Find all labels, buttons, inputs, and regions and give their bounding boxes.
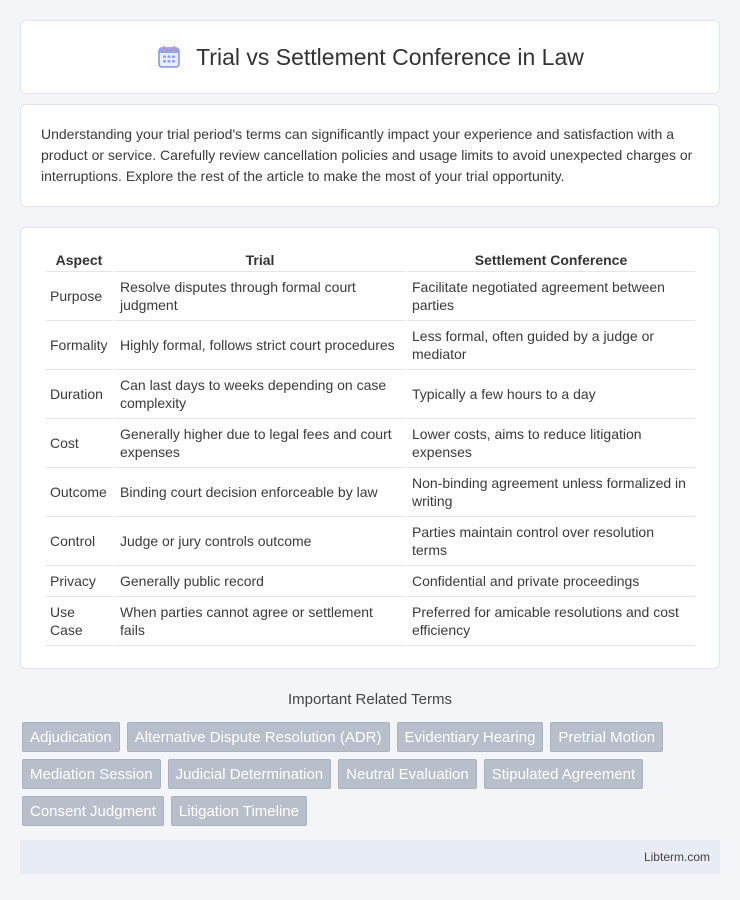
- table-row: [45, 517, 695, 566]
- header-aspect: Aspect: [45, 248, 113, 272]
- cell-aspect: Privacy: [45, 566, 113, 597]
- cell-aspect: Duration: [45, 370, 113, 419]
- footer-brand-link[interactable]: Libterm.com: [643, 850, 710, 864]
- tag-adr[interactable]: Alternative Dispute Resolution (ADR): [127, 722, 390, 752]
- cell-aspect: Formality: [45, 321, 113, 370]
- cell-aspect: Outcome: [45, 468, 113, 517]
- cell-aspect: Cost: [45, 419, 113, 468]
- comparison-card: [20, 227, 720, 669]
- cell-settlement: Non-binding agreement unless formalized in writing: [407, 468, 695, 517]
- cell-settlement: Parties maintain control over resolution terms: [407, 517, 695, 566]
- table-row: [45, 370, 695, 419]
- intro-text: Understanding your trial period's terms can significantly impact your experience and satisfaction with a product or service. Carefully review cancellation policies and usage limits to avoid unexpected charges or interruptions. Explore the rest of the article to make the most of your trial opportunity.: [41, 126, 693, 184]
- cell-trial: Can last days to weeks depending on case complexity: [115, 370, 405, 419]
- header-settlement: Settlement Conference: [407, 248, 695, 272]
- table-row: [45, 321, 695, 370]
- cell-aspect: Purpose: [45, 272, 113, 321]
- tag-judicial-determination[interactable]: Judicial Determination: [168, 759, 332, 789]
- table-header-row: [45, 248, 695, 272]
- footer: [20, 840, 720, 874]
- header-trial: Trial: [115, 248, 405, 272]
- cell-settlement: Typically a few hours to a day: [407, 370, 695, 419]
- intro-card: [20, 104, 720, 207]
- cell-settlement: Facilitate negotiated agreement between parties: [407, 272, 695, 321]
- cell-trial: Binding court decision enforceable by law: [115, 468, 405, 517]
- cell-settlement: Lower costs, aims to reduce litigation expenses: [407, 419, 695, 468]
- tag-adjudication[interactable]: Adjudication: [22, 722, 120, 752]
- related-terms-list: [20, 722, 720, 826]
- cell-settlement: Preferred for amicable resolutions and cost efficiency: [407, 597, 695, 646]
- cell-trial: When parties cannot agree or settlement fails: [115, 597, 405, 646]
- cell-trial: Generally public record: [115, 566, 405, 597]
- cell-trial: Generally higher due to legal fees and court expenses: [115, 419, 405, 468]
- tag-pretrial-motion[interactable]: Pretrial Motion: [550, 722, 663, 752]
- table-row: [45, 468, 695, 517]
- cell-settlement: Less formal, often guided by a judge or mediator: [407, 321, 695, 370]
- cell-trial: Resolve disputes through formal court judgment: [115, 272, 405, 321]
- cell-trial: Judge or jury controls outcome: [115, 517, 405, 566]
- tag-litigation-timeline[interactable]: Litigation Timeline: [171, 796, 307, 826]
- calendar-icon: [156, 44, 182, 70]
- tag-evidentiary-hearing[interactable]: Evidentiary Hearing: [397, 722, 544, 752]
- tag-stipulated-agreement[interactable]: Stipulated Agreement: [484, 759, 643, 789]
- related-terms-title: Important Related Terms: [288, 691, 452, 708]
- table-row: [45, 272, 695, 321]
- cell-settlement: Confidential and private proceedings: [407, 566, 695, 597]
- tag-mediation-session[interactable]: Mediation Session: [22, 759, 161, 789]
- cell-trial: Highly formal, follows strict court procedures: [115, 321, 405, 370]
- cell-aspect: Control: [45, 517, 113, 566]
- tag-neutral-evaluation[interactable]: Neutral Evaluation: [338, 759, 477, 789]
- page-header: [20, 20, 720, 94]
- table-row: [45, 419, 695, 468]
- page-title: Trial vs Settlement Conference in Law: [196, 43, 584, 70]
- table-row: [45, 597, 695, 646]
- comparison-table: [43, 248, 697, 646]
- table-row: [45, 566, 695, 597]
- tag-consent-judgment[interactable]: Consent Judgment: [22, 796, 164, 826]
- cell-aspect: Use Case: [45, 597, 113, 646]
